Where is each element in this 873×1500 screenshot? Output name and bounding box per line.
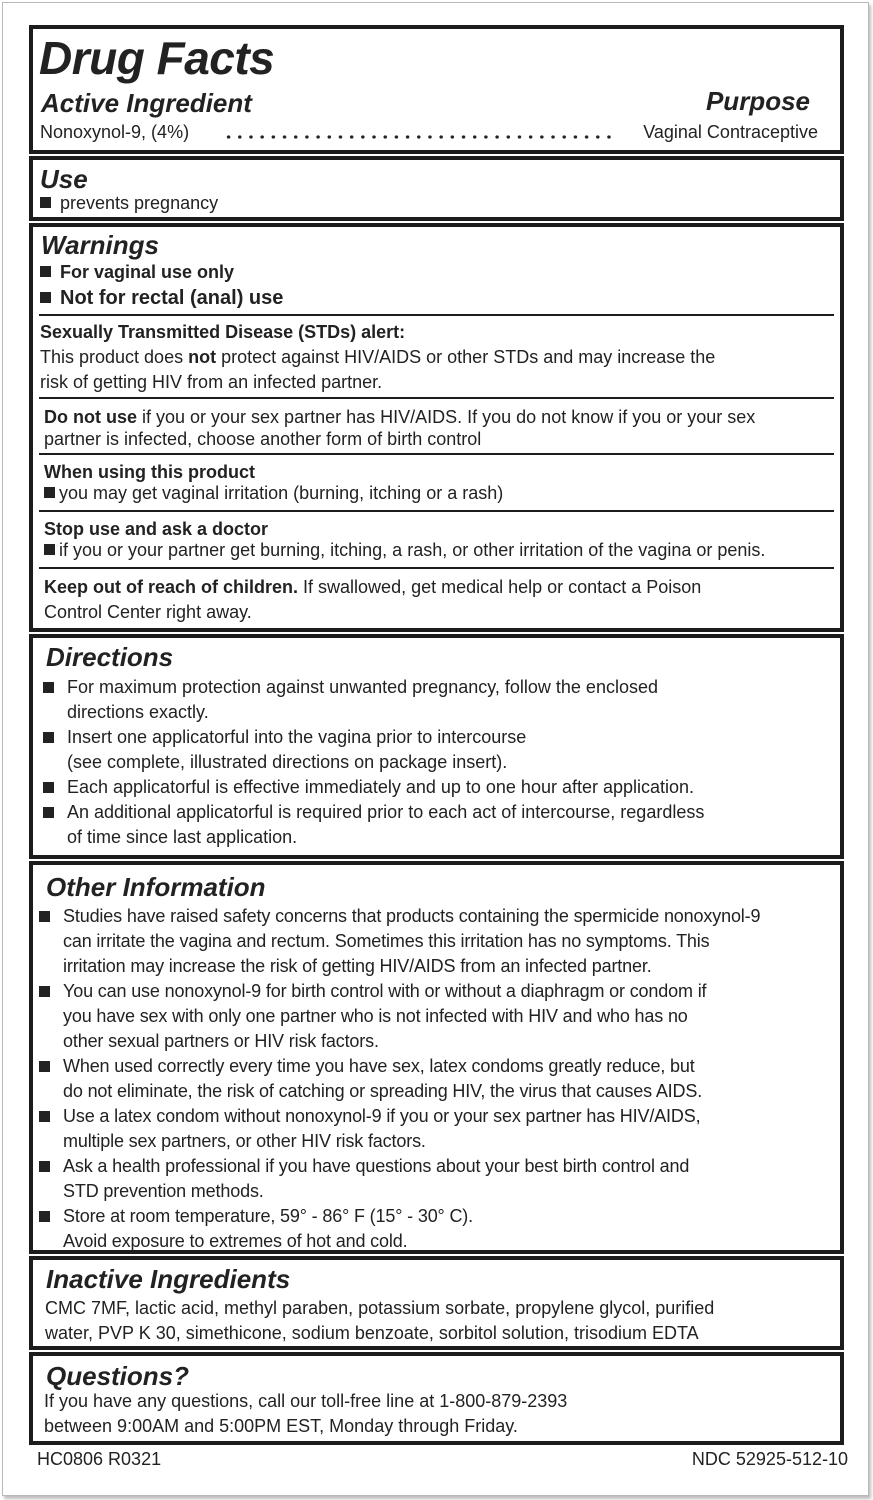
list-item: Use a latex condom without nonoxynol-9 if you or your sex partner has HIV/AIDS, multiple sex partners, or other HIV risk factors. (39, 1104, 839, 1154)
bullet-square-icon (39, 1211, 50, 1222)
stop-use-heading: Stop use and ask a doctor (44, 519, 269, 539)
other-information-heading: Other Information (46, 872, 266, 902)
list-item: You can use nonoxynol-9 for birth control with or without a diaphragm or condom if you have sex with only one partner who is not infected with HIV and who has no other sexual partners or HIV risk factors. (39, 979, 839, 1054)
inactive-ingredients-text: CMC 7MF, lactic acid, methyl paraben, potassium sorbate, propylene glycol, purified water, PVP K 30, simethicone, sodium benzoate, sorbitol solution, trisodium EDTA (45, 1298, 715, 1343)
ndc-number: NDC 52925-512-10 (691, 1449, 848, 1469)
purpose-value: Vaginal Contraceptive (643, 122, 818, 142)
directions-heading: Directions (46, 642, 174, 672)
keep-out-of-reach-text: Keep out of reach of children. If swallowed, get medical help or contact a Poison Control Center right away. (44, 577, 702, 622)
std-alert-heading: Sexually Transmitted Disease (STDs) alert: (40, 322, 406, 342)
leader-dots (223, 121, 615, 143)
label-code: HC0806 R0321 (37, 1449, 162, 1469)
list-item: Ask a health professional if you have questions about your best birth control and STD prevention methods. (39, 1154, 839, 1204)
use-heading: Use (40, 164, 88, 194)
questions-panel (29, 1352, 844, 1445)
drug-facts-title: Drug Facts (39, 32, 275, 84)
stop-use-item: if you or your partner get burning, itching, a rash, or other irritation of the vagina or penis. (44, 538, 765, 563)
active-ingredient-heading: Active Ingredient (41, 88, 252, 118)
do-not-use-text: Do not use if you or your sex partner has HIV/AIDS. If you do not know if you or your sex partner is infected, choose another form of birth control (44, 407, 756, 449)
questions-heading: Questions? (46, 1361, 190, 1391)
bullet-square-icon (43, 807, 54, 818)
bullet-square-icon (40, 266, 51, 277)
inactive-ingredients-heading: Inactive Ingredients (46, 1264, 291, 1294)
list-item: For maximum protection against unwanted pregnancy, follow the enclosed directions exactly. (43, 675, 823, 725)
bullet-square-icon (43, 732, 54, 743)
bullet-square-icon (39, 1111, 50, 1122)
when-using-item: you may get vaginal irritation (burning, itching or a rash) (44, 481, 503, 506)
bullet-square-icon (39, 911, 50, 922)
other-information-panel (29, 861, 844, 1254)
warnings-heading: Warnings (41, 230, 159, 260)
list-item: Store at room temperature, 59° - 86° F (15° - 30° C). Avoid exposure to extremes of hot and cold. (39, 1204, 839, 1254)
when-using-heading: When using this product (44, 462, 255, 482)
bullet-square-icon (40, 292, 51, 303)
bullet-square-icon (44, 544, 55, 555)
divider (39, 397, 834, 399)
divider (39, 453, 834, 455)
directions-panel (29, 634, 844, 859)
questions-text: If you have any questions, call our toll-free line at 1-800-879-2393 between 9:00AM and 5:00PM EST, Monday through Friday. (44, 1391, 568, 1436)
use-panel (29, 156, 844, 221)
use-item: prevents pregnancy (40, 191, 218, 216)
bullet-square-icon (44, 487, 55, 498)
divider (39, 567, 834, 569)
warning-rectal-use: Not for rectal (anal) use (40, 286, 283, 311)
inactive-ingredients-panel (29, 1256, 844, 1350)
list-item: Each applicatorful is effective immediately and up to one hour after application. (43, 775, 823, 800)
other-information-list (39, 904, 839, 1254)
active-ingredient-name: Nonoxynol-9, (4%) (40, 122, 190, 142)
purpose-heading: Purpose (705, 86, 810, 116)
divider (39, 314, 834, 316)
warnings-panel (29, 223, 844, 632)
list-item: Studies have raised safety concerns that products containing the spermicide nonoxynol-9 can irritate the vagina and rectum. Sometimes this irritation has no symptoms. This irritation may increase the risk of getting HIV/AIDS from an infected partner. (39, 904, 839, 979)
drug-facts-header-panel (29, 25, 844, 154)
bullet-square-icon (39, 986, 50, 997)
bullet-square-icon (43, 682, 54, 693)
std-alert-text: This product does not protect against HIV/AIDS or other STDs and may increase the risk of getting HIV from an infected partner. (40, 347, 716, 392)
bullet-square-icon (39, 1161, 50, 1172)
list-item: When used correctly every time you have sex, latex condoms greatly reduce, but do not eliminate, the risk of catching or spreading HIV, the virus that causes AIDS. (39, 1054, 839, 1104)
bullet-square-icon (39, 1061, 50, 1072)
bullet-square-icon (40, 197, 51, 208)
directions-list (43, 675, 823, 850)
list-item: An additional applicatorful is required prior to each act of intercourse, regardless of time since last application. (43, 800, 823, 850)
divider (39, 510, 834, 512)
warning-vaginal-use: For vaginal use only (40, 260, 234, 285)
bullet-square-icon (43, 782, 54, 793)
list-item: Insert one applicatorful into the vagina prior to intercourse (see complete, illustrated directions on package insert). (43, 725, 823, 775)
